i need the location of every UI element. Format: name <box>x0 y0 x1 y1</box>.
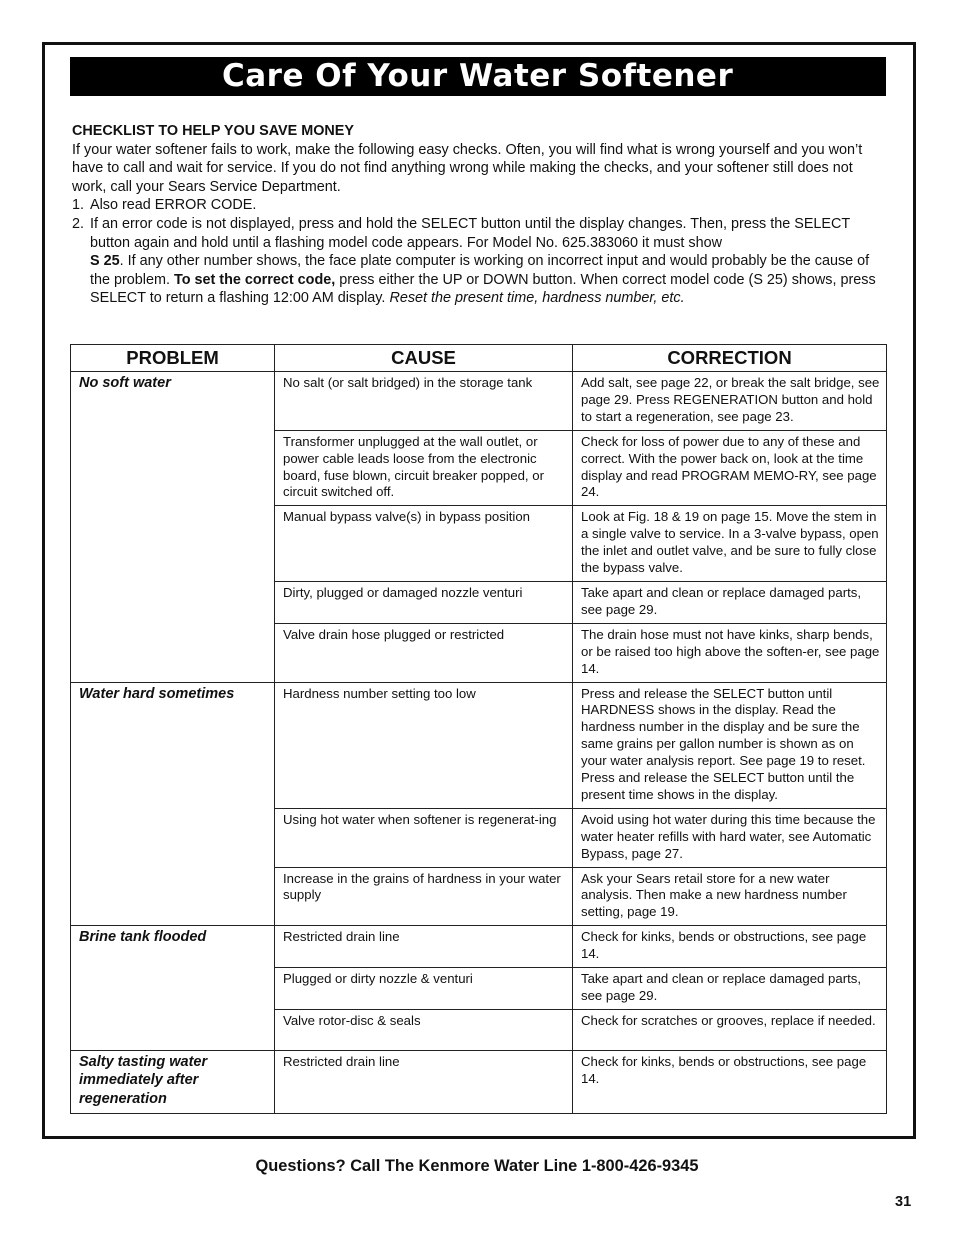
cause-cell: Restricted drain line <box>275 1050 573 1113</box>
correction-cell: The drain hose must not have kinks, sharp bends, or be raised too high above the soften-er, see page 14. <box>573 623 887 682</box>
header-correction: CORRECTION <box>573 345 887 372</box>
correction-cell: Press and release the SELECT button until HARDNESS shows in the display. Read the hardness number in the display and be sure the same grains per gallon number is shown as on your water analysis report. See page 19 to reset. Press and release the SELECT button until the present time shows in the display. <box>573 682 887 808</box>
table-row <box>71 372 887 431</box>
checklist-heading: CHECKLIST TO HELP YOU SAVE MONEY <box>72 123 354 139</box>
correction-cell: Avoid using hot water during this time because the water heater refills with hard water, see Automatic Bypass, page 27. <box>573 808 887 867</box>
item-text <box>90 215 884 308</box>
cause-cell: Valve rotor-disc & seals <box>275 1009 573 1050</box>
item-number: 2. <box>72 215 85 232</box>
correction-cell: Add salt, see page 22, or break the salt bridge, see page 29. Press REGENERATION button and hold to start a regeneration, see page 23. <box>573 372 887 431</box>
item-text-part: If an error code is not displayed, press and hold the SELECT button until the display changes. Then, press the SELECT button again and hold until a flashing model code appears. For Model No. 625.383060 it must show <box>90 215 850 251</box>
cause-cell: Hardness number setting too low <box>275 682 573 808</box>
problem-cell: No soft water <box>71 372 275 683</box>
cause-cell: Restricted drain line <box>275 926 573 968</box>
item-text: Also read ERROR CODE. <box>90 197 257 214</box>
correction-cell: Check for kinks, bends or obstructions, see page 14. <box>573 926 887 968</box>
set-code-instruction: To set the correct code, <box>174 271 336 288</box>
correction-cell: Check for scratches or grooves, replace if needed. <box>573 1009 887 1050</box>
cause-cell: Increase in the grains of hardness in your water supply <box>275 867 573 926</box>
correction-cell: Ask your Sears retail store for a new water analysis. Then make a new hardness number setting, page 19. <box>573 867 887 926</box>
checklist-item-1 <box>72 196 884 215</box>
correction-cell: Look at Fig. 18 & 19 on page 15. Move the stem in a single valve to service. In a 3-valve bypass, open the inlet and outlet valve, and be sure to fully close the bypass valve. <box>573 506 887 582</box>
cause-cell: Transformer unplugged at the wall outlet, or power cable leads loose from the electronic board, fuse blown, circuit breaker popped, or circuit switched off. <box>275 430 573 506</box>
problem-cell: Water hard sometimes <box>71 682 275 926</box>
cause-cell: Plugged or dirty nozzle & venturi <box>275 968 573 1010</box>
checklist-section <box>72 122 884 308</box>
correction-cell: Take apart and clean or replace damaged parts, see page 29. <box>573 968 887 1010</box>
model-code: S 25 <box>90 253 120 270</box>
reset-note: Reset the present time, hardness number, etc. <box>389 290 685 307</box>
page-number: 31 <box>895 1194 912 1210</box>
problem-cell: Brine tank flooded <box>71 926 275 1051</box>
correction-cell: Check for kinks, bends or obstructions, see page 14. <box>573 1050 887 1113</box>
cause-cell: Dirty, plugged or damaged nozzle venturi <box>275 581 573 623</box>
page-title: Care Of Your Water Softener <box>70 57 886 96</box>
checklist-intro: If your water softener fails to work, make the following easy checks. Often, you will find what is wrong yourself and you won’t have to call and wait for service. If you do not find anything wrong while making the checks, and your softener still does not work, call your Sears Service Department. <box>72 141 863 195</box>
troubleshooting-table <box>70 344 887 1114</box>
checklist-item-2 <box>72 215 884 308</box>
table-row <box>71 1050 887 1113</box>
item-text-part: . If any other number shows, the face plate computer is working on incorrect input and would probably be the cause of the problem. <box>90 253 870 288</box>
problem-cell: Salty tasting water immediately after regeneration <box>71 1050 275 1113</box>
cause-cell: Using hot water when softener is regenerat-ing <box>275 808 573 867</box>
cause-cell: Valve drain hose plugged or restricted <box>275 623 573 682</box>
table-row <box>71 682 887 808</box>
footer-helpline: Questions? Call The Kenmore Water Line 1-800-426-9345 <box>255 1157 699 1175</box>
item-text-part: press either the UP or DOWN button. When correct model code (S 25) shows, press SELECT to return a flashing 12:00 AM display. <box>90 271 876 307</box>
header-cause: CAUSE <box>275 345 573 372</box>
item-number: 1. <box>72 197 85 214</box>
correction-cell: Take apart and clean or replace damaged parts, see page 29. <box>573 581 887 623</box>
table-row <box>71 926 887 968</box>
table-header-row <box>71 345 887 372</box>
header-problem: PROBLEM <box>71 345 275 372</box>
cause-cell: No salt (or salt bridged) in the storage tank <box>275 372 573 431</box>
cause-cell: Manual bypass valve(s) in bypass position <box>275 506 573 582</box>
correction-cell: Check for loss of power due to any of these and correct. With the power back on, look at the time display and read PROGRAM MEMO-RY, see page 24. <box>573 430 887 506</box>
